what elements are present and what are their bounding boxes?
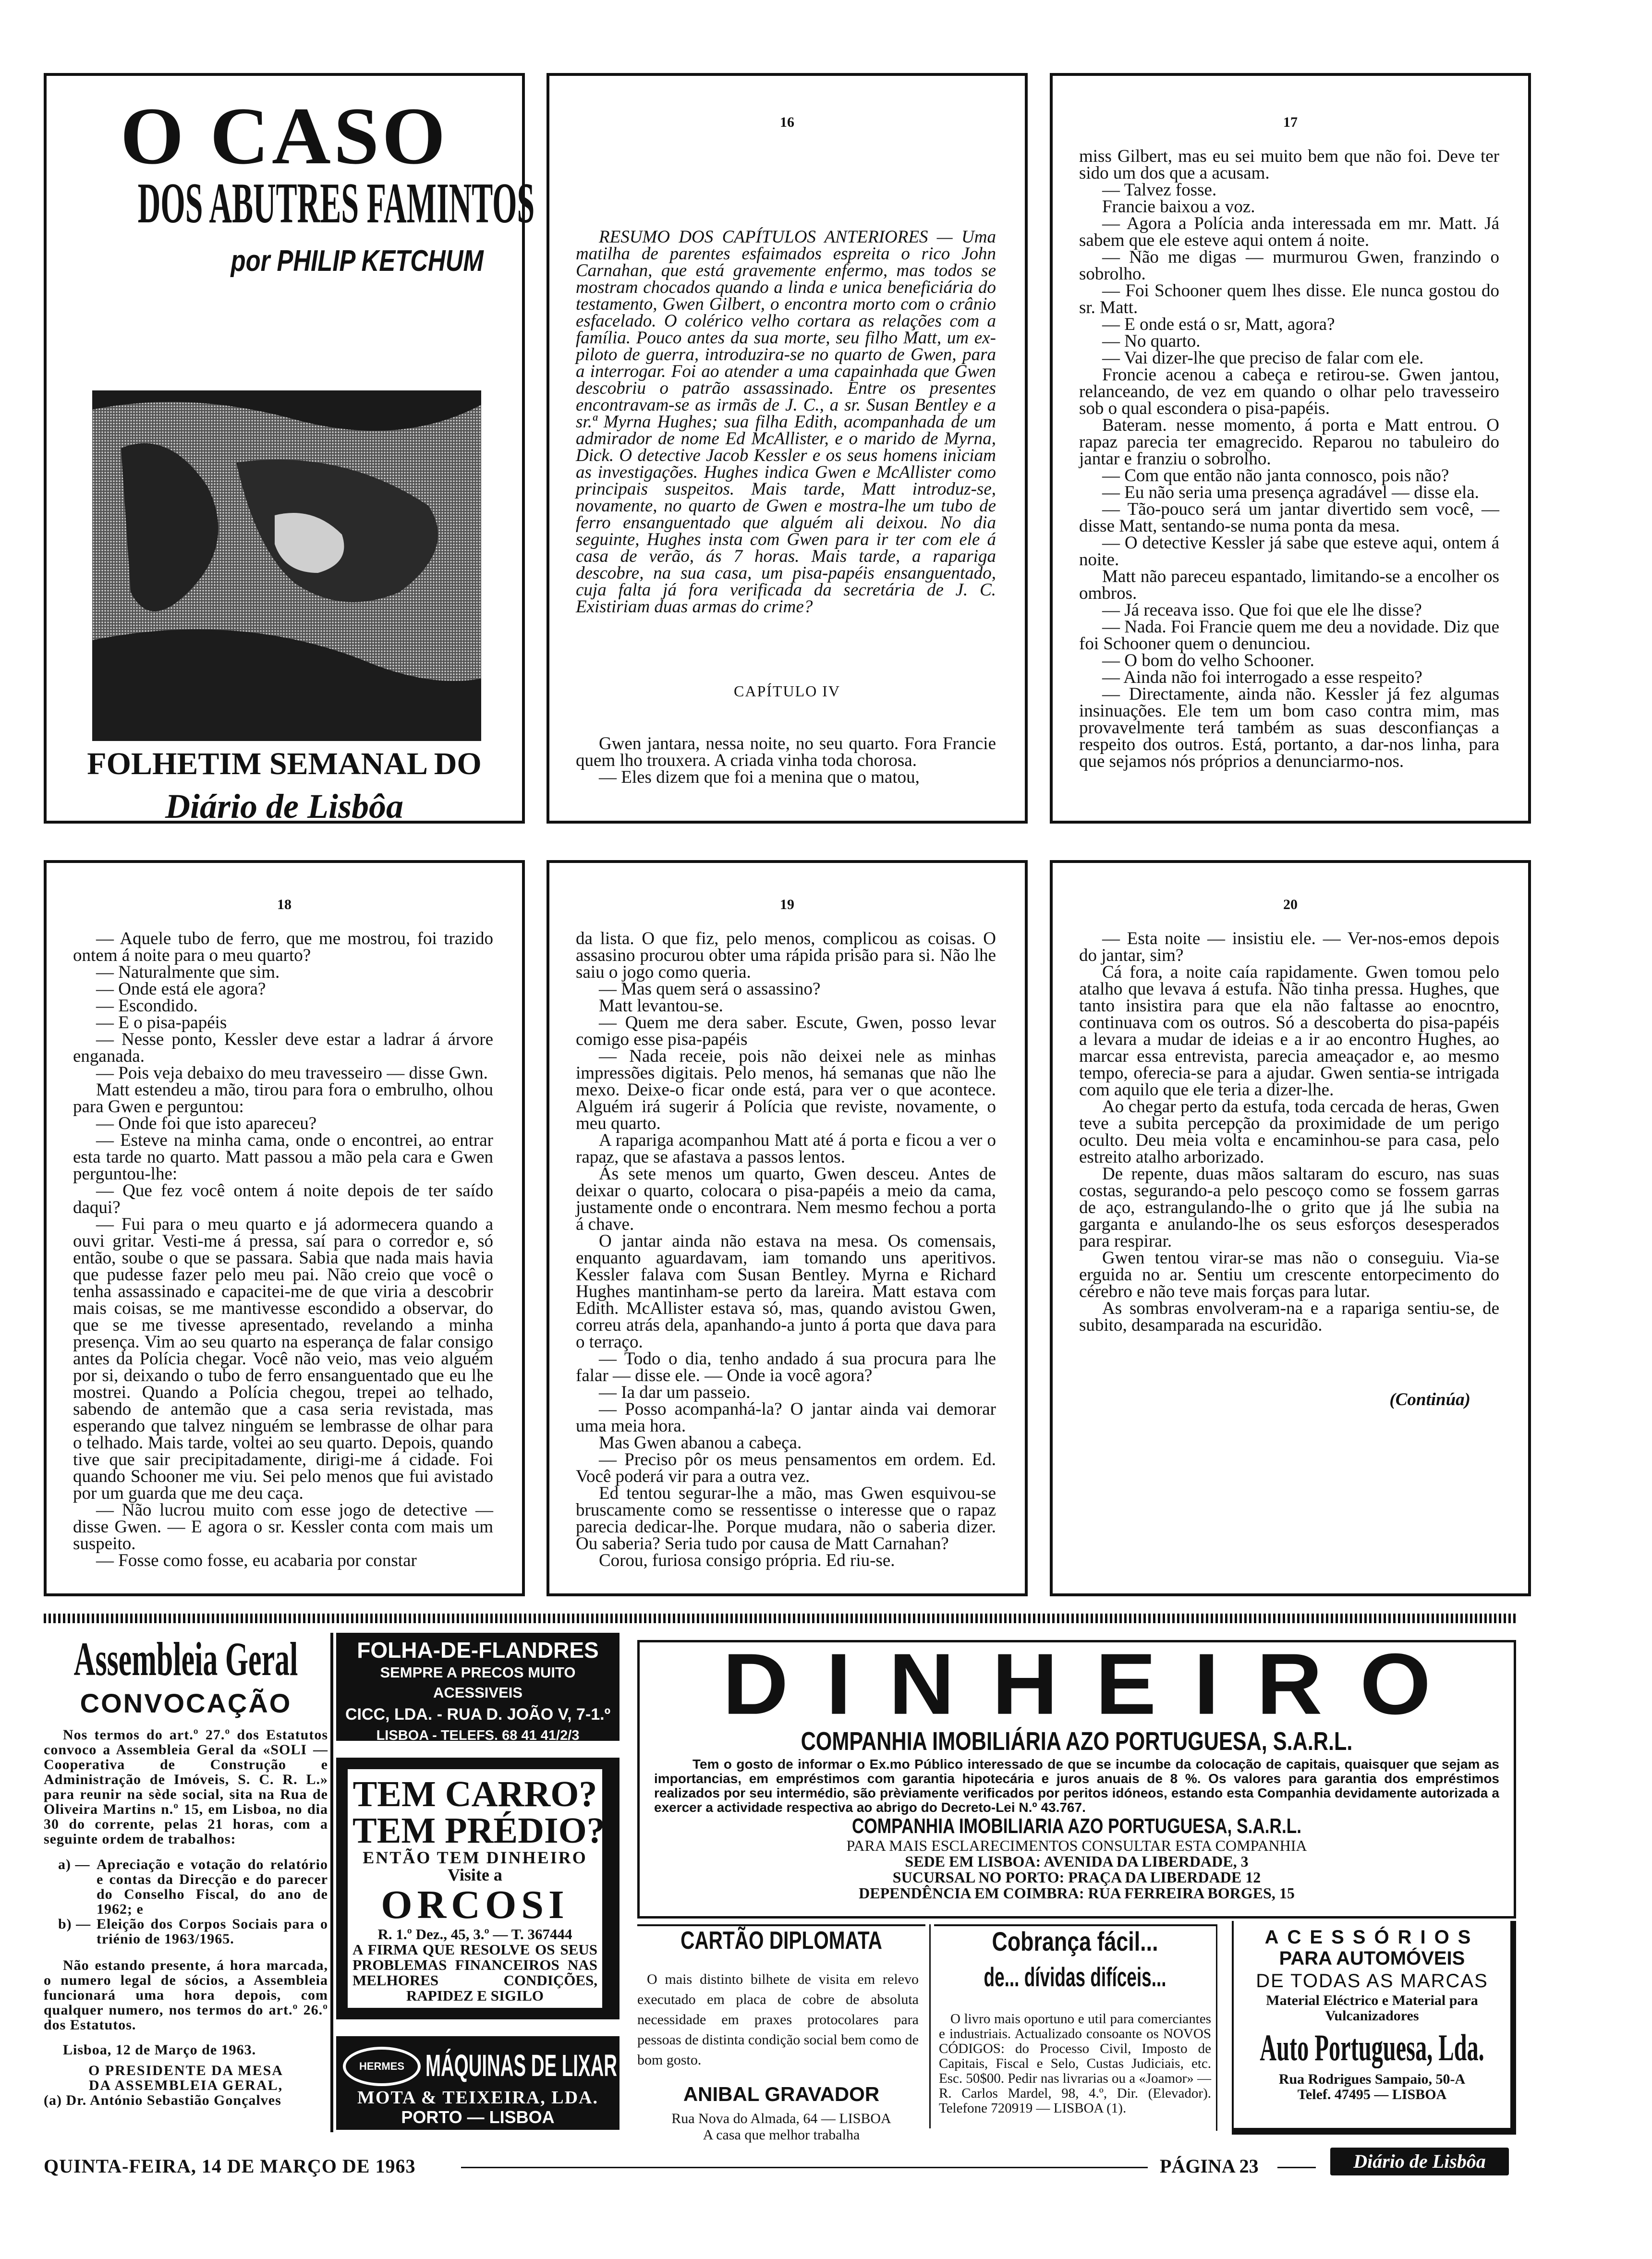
page-18-panel xyxy=(44,860,525,1596)
story-paragraph: — Directamente, ainda não. Kessler já fez algumas insinuações. Ele tem um bom caso contra mim, mas provavelmente terá também as suas desconfianças a respeito dos outros. Está, portanto, a dar-nos linha, para que sejamos nós próprios a denunciarmo-nos. xyxy=(1079,684,1499,771)
story-paragraph: — No quarto. xyxy=(1102,331,1201,351)
contact-line: SEDE EM LISBOA: AVENIDA DA LIBERDADE, 3 xyxy=(905,1853,1249,1870)
story-paragraph: Cá fora, a noite caía rapidamente. Gwen tomou pelo atalho que levava á estufa. Não tinha pressa. Hughes, que tanto insistira para que ela não faltasse ao enocntro, continuava com os outros. Só a descoberta do pisa-papéis a levara a mudar de ideias e a ir ao encontro Hughes, ao marcar essa entrevista, parecia ameaçador e, ao mesmo tempo, oferecia-se para a ajudar. Gwen sentia-se intrigada com aquilo que ele teria a dizer-lhe. xyxy=(1079,962,1499,1100)
company-name-repeat: COMPANHIA IMOBILIARIA AZO PORTUGUESA, S.A.R.L. xyxy=(851,1814,1302,1838)
story-text xyxy=(576,930,996,1569)
page-number: 20 xyxy=(1283,897,1298,912)
paper-name-logo: Diário de Lisbôa xyxy=(165,787,403,826)
story-paragraph: — Naturalmente que sim. xyxy=(96,962,280,982)
agenda-item xyxy=(44,1917,328,1946)
dinheiro-body: Tem o gosto de informar o Ex.mo Público interessado de que se incumbe da colocação de capitais, quaisquer que sejam as importancias, em empréstimos com garantia hipotecária e juros anuais de 8 %. Os valores para garantia dos empréstimos realizados por seu intermédio, são prèviamente verificados por peritos idóneos, estando esta Companhia devidamente autorizada a exercer a actividade respectiva ao abrigo do Decreto-Lei N.º 43.767. xyxy=(654,1757,1499,1815)
continua-label: (Continúa) xyxy=(1389,1390,1470,1409)
ad-line: LISBOA - TELEFS. 68 41 41/2/3 xyxy=(376,1728,580,1743)
acessorios-line-4: Material Eléctrico e Material para Vulcanizadores xyxy=(1266,1992,1478,2024)
story-author: por PHILIP KETCHUM xyxy=(231,244,484,278)
story-paragraph: — Onde está ele agora? xyxy=(96,979,266,999)
story-paragraph: — E onde está o sr, Matt, agora? xyxy=(1102,315,1335,334)
page-20-panel xyxy=(1050,860,1531,1596)
story-title: O CASO xyxy=(120,91,449,181)
cobranca-title-1: Cobrança fácil... xyxy=(992,1926,1158,1956)
story-title-panel xyxy=(44,73,535,826)
story-text xyxy=(1079,148,1499,770)
acessorios-company: Auto Portuguesa, Lda. xyxy=(1260,2027,1484,2068)
engraver-slogan: A casa que melhor trabalha xyxy=(703,2127,860,2143)
story-paragraph: — Mas quem será o assassino? xyxy=(599,979,821,999)
page-17-panel xyxy=(1050,73,1531,824)
acessorios-phone: Telef. 47495 — LISBOA xyxy=(1297,2087,1447,2102)
acessorios-line-2: PARA AUTOMÓVEIS xyxy=(1279,1948,1465,1969)
chapter-summary: RESUMO DOS CAPÍTULOS ANTERIORES — Uma matilha de parentes esfaimados espreita o rico John Carnahan, que está gravemente enfermo, mas todos se mostram chocados quando a linda e unica beneficiária do testamento, Gwen Gilbert, o encontra morto com o crânio esfacelado. O colérico velho cortara as relações com a família. Pouco antes da sua morte, seu filho Matt, um ex-piloto de guerra, introduzira-se no quarto de Gwen, para a interrogar. Foi ao atender a uma capainhada que Gwen descobriu o patrão assassinado. Entre os presentes encontravam-se as irmãs de J. C., a sr. Susan Bentley e a sr.ª Myrna Hughes; sua filha Edith, acompanhada de um admirador de nome Ed McAllister, e o marido de Myrna, Dick. O detective Jacob Kessler e os seus homens iniciam as investigações. Hughes indica Gwen e McAllister como principais suspeitos. Mais tarde, Matt introduz-se, novamente, no quarto de Gwen e mostra-lhe um tubo de ferro ensanguentado que alguém ali deixou. No dia seguinte, Hughes insta com Gwen para ir ter com ele á casa de verão, ás 7 horas. Mais tarde, a rapariga descobre, na sua casa, um pisa-papéis ensanguentado, cuja falta já fora verificada da secretária de J. C. Existiriam duas armas do crime? xyxy=(576,227,996,617)
ad-line: CICC, LDA. - RUA D. JOÃO V, 7-1.º xyxy=(345,1705,611,1724)
engraver-address: Rua Nova do Almada, 64 — LISBOA xyxy=(671,2111,891,2126)
story-paragraph: — Nada receie, pois não deixei nele as minhas impressões digitais. Pelo menos, há semanas que não lhe mexo. Deixe-o ficar onde está, para ver o que acontece. Alguém irá sugerir á Polícia que reviste, novamente, o meu quarto. xyxy=(576,1046,996,1133)
cobranca-title-2: de... dívidas difíceis... xyxy=(984,1962,1166,1992)
notice-intro: Nos termos do art.º 27.º dos Estatutos convoco a Assembleia Geral da «SOLI — Cooperativa de Construção e Administração de Imóveis, S. C. R. L.» para reunir na sède social, sita na Rua de Oliveira Martins n.º 15, em Lisboa, no dia 30 do corrente, pelas 21 horas, com a seguinte ordem de trabalhos: xyxy=(44,1727,328,1847)
orcosi-line-4: Visite a xyxy=(448,1865,502,1884)
notice-date: Lisboa, 12 de Março de 1963. xyxy=(63,2042,256,2058)
story-paragraph: da lista. O que fiz, pelo menos, complicou as coisas. O assasino procurou obter uma rápida prisão para si. Não lhe saiu o jogo como queria. xyxy=(576,929,996,982)
folha-de-flandres-ad xyxy=(336,1633,620,1741)
story-paragraph: Matt estendeu a mão, tirou para fora o embrulho, olhou para Gwen e perguntou: xyxy=(73,1080,493,1117)
orcosi-line-1: TEM CARRO? xyxy=(352,1774,597,1814)
orcosi-name: ORCOSI xyxy=(381,1882,569,1927)
story-paragraph: — Ainda não foi interrogado a esse respeito? xyxy=(1102,668,1422,687)
maquinas-title: MÁQUINAS DE LIXAR xyxy=(425,2048,617,2083)
story-paragraph: — Talvez fosse. xyxy=(1102,180,1217,200)
section-divider xyxy=(44,1614,1516,1623)
footer-page-number: PÁGINA 23 xyxy=(1160,2155,1259,2177)
agenda-label: b) — xyxy=(58,1916,91,1932)
agenda-list xyxy=(44,1857,328,1946)
acessorios-ad xyxy=(1232,1921,1516,2135)
notice-signatory: (a) Dr. António Sebastião Gonçalves xyxy=(44,2092,281,2108)
story-paragraph: miss Gilbert, mas eu sei muito bem que não foi. Deve ter sido um dos que a acusam. xyxy=(1079,146,1499,183)
agenda-item xyxy=(44,1857,328,1917)
story-paragraph: Francie baixou a voz. xyxy=(1102,197,1255,217)
story-paragraph: Ed tentou segurar-lhe a mão, mas Gwen esquivou-se bruscamente como se ressentisse o interesse que o rapaz parecia dedicar-lhe. Porque mudara, não o saberia dizer. Ou saberia? Seria tudo por causa de Matt Carnahan? xyxy=(576,1483,996,1554)
story-paragraph: — Esta noite — insistiu ele. — Ver-nos-emos depois do jantar, sim? xyxy=(1079,929,1499,965)
page-number: 19 xyxy=(780,897,794,912)
contact-line: DEPENDÊNCIA EM COIMBRA: RUA FERREIRA BORGES, 15 xyxy=(859,1884,1295,1902)
story-paragraph: — Não lucrou muito com esse jogo de detective — disse Gwen. — E agora o sr. Kessler conta com mais um suspeito. xyxy=(73,1500,493,1554)
story-paragraph: — Já receava isso. Que foi que ele lhe disse? xyxy=(1102,600,1422,620)
dinheiro-ad xyxy=(637,1636,1516,1919)
story-paragraph: — Escondido. xyxy=(96,996,198,1016)
story-paragraphs xyxy=(1079,930,1499,1334)
story-paragraph: — Eles dizem que foi a menina que o matou, xyxy=(599,767,920,787)
story-paragraph: — Quem me dera saber. Escute, Gwen, posso levar comigo esse pisa-papéis xyxy=(576,1013,996,1049)
story-paragraph: De repente, duas mãos saltaram do escuro, nas suas costas, segurando-a pelo pescoço como se fossem garras de aço, estrangulando-lhe o grito que já lhe subia na garganta e anulando-lhe os seus esforços desesperados para respirar. xyxy=(1079,1164,1499,1251)
page-16-panel xyxy=(547,73,1028,824)
cartao-diplomata-ad xyxy=(637,1924,925,2143)
story-paragraph: — O detective Kessler já sabe que esteve aqui, ontem á noite. xyxy=(1079,533,1499,570)
story-paragraph: — Nada. Foi Francie quem me deu a novidade. Diz que foi Schooner quem o denunciou. xyxy=(1079,617,1499,654)
footer-masthead-logo: Diário de Lisbôa xyxy=(1330,2148,1509,2175)
story-paragraph: — O bom do velho Schooner. xyxy=(1102,651,1314,670)
notice-note: Não estando presente, á hora marcada, o numero legal de sócios, a Assembleia funcionará uma hora depois, com qualquer numero, nos termos do art.º 26.º dos Estatutos. xyxy=(44,1957,328,2033)
page-number: 17 xyxy=(1283,114,1298,130)
page-number: 18 xyxy=(277,897,292,912)
maquinas-de-lixar-ad xyxy=(336,2036,620,2130)
story-paragraph: Bateram. nesse momento, á porta e Matt entrou. O rapaz parecia ter emagrecido. Reparou no tabuleiro do jantar e franziu o sobrolho. xyxy=(1079,415,1499,469)
story-paragraph: — Agora a Polícia anda interessada em mr. Matt. Já sabem que ele esteve aqui ontem á noite. xyxy=(1079,214,1499,250)
story-paragraph: — E o pisa-papéis xyxy=(96,1013,227,1032)
footer-rule xyxy=(1277,2167,1316,2168)
cartao-title: CARTÃO DIPLOMATA xyxy=(680,1927,882,1955)
story-paragraph: Matt não pareceu espantado, limitando-se a encolher os ombros. xyxy=(1079,567,1499,603)
story-paragraph: O jantar ainda não estava na mesa. Os comensais, enquanto aguardavam, iam tomando uns aperitivos. Kessler falava com Susan Bentley. Myrna e Richard Hughes mantinham-se perto da lareira. Matt estava com Edith. McAllister estava só, mas, quando avistou Gwen, correu atrás dela, apanhando-a junto á porta que dava para o terraço. xyxy=(576,1231,996,1352)
acessorios-line-3: DE TODAS AS MARCAS xyxy=(1256,1970,1488,1992)
story-text xyxy=(1079,930,1499,1408)
story-paragraph: — Nesse ponto, Kessler deve estar a ladrar á árvore enganada. xyxy=(73,1030,493,1066)
story-paragraph: — Com que então não janta connosco, pois não? xyxy=(1102,466,1449,486)
story-paragraph: — Tão-pouco será um jantar divertido sem você, — disse Matt, sentando-se numa ponta da mesa. xyxy=(1079,499,1499,536)
notice-signature-title: O PRESIDENTE DA MESA xyxy=(88,2063,283,2078)
story-subtitle: DOS ABUTRES FAMINTOS xyxy=(137,171,535,235)
story-paragraph: — Onde foi que isto apareceu? xyxy=(96,1114,317,1133)
contact-line: SUCURSAL NO PORTO: PRAÇA DA LIBERDADE 12 xyxy=(892,1869,1261,1886)
story-paragraph: Corou, furiosa consigo própria. Ed riu-se. xyxy=(599,1551,895,1570)
story-text xyxy=(576,735,996,786)
orcosi-line-3: ENTÃO TEM DINHEIRO xyxy=(363,1848,587,1867)
story-paragraph: A rapariga acompanhou Matt até á porta e ficou a ver o rapaz, que se afastava a passos lentos. xyxy=(576,1130,996,1167)
acessorios-line-1: ACESSÓRIOS xyxy=(1264,1927,1480,1948)
story-paragraph: — Aquele tubo de ferro, que me mostrou, foi trazido ontem á noite para o meu quarto? xyxy=(73,929,493,965)
ad-line: FOLHA-DE-FLANDRES xyxy=(357,1638,599,1663)
assembleia-geral-notice xyxy=(44,1633,328,2132)
notice-signature-title-2: DA ASSEMBLEIA GERAL, xyxy=(88,2077,283,2093)
orcosi-address: R. 1.º Dez., 45, 3.º — T. 367444 xyxy=(377,1926,572,1943)
agenda-text: Apreciação e votação do relatório e contas da Direcção e do parecer do Conselho Fiscal, do ano de 1962; e xyxy=(97,1857,328,1917)
page-19-panel xyxy=(547,860,1028,1596)
story-paragraph: — Que fez você ontem á noite depois de ter saído daqui? xyxy=(73,1181,493,1217)
notice-subtitle: CONVOCAÇÃO xyxy=(80,1688,292,1718)
story-paragraph: — Esteve na minha cama, onde o encontrei, ao entrar esta tarde no quarto. Matt passou a mão pela cara e Gwen perguntou-lhe: xyxy=(73,1130,493,1184)
orcosi-line-2: TEM PRÉDIO? xyxy=(352,1810,605,1851)
page-number: 16 xyxy=(780,114,794,130)
cobranca-body: O livro mais oportuno e util para comerciantes e industriais. Actualizado consoante os NOVOS CÓDIGOS: do Processo Civil, Imposto de Capitais, Fiscal e Selo, Custas Judiciais, etc. Esc. 50$00. Pedir nas livrarias ou a «Joamor» — R. Carlos Mardel, 98, 4.º, Dir. (Elevador). Telefone 720919 — LISBOA (1). xyxy=(939,2011,1212,2116)
notice-title: Assembleia Geral xyxy=(73,1632,298,1686)
story-paragraph: — Não me digas — murmurou Gwen, franzindo o sobrolho. xyxy=(1079,247,1499,284)
story-paragraph: — Posso acompanhá-la? O jantar ainda vai demorar uma meia hora. xyxy=(576,1399,996,1436)
story-text xyxy=(73,930,493,1569)
cartao-body: O mais distinto bilhete de visita em relevo executado em placa de cobre de absoluta necessidade em praxes protocolares para pessoas de distinta condição social bem como de bom gosto. xyxy=(637,1971,919,2068)
story-paragraph: — Ia dar um passeio. xyxy=(599,1383,751,1402)
hermes-logo: HERMES xyxy=(343,2047,421,2086)
contact-line: PARA MAIS ESCLARECIMENTOS CONSULTAR ESTA COMPANHIA xyxy=(846,1837,1307,1854)
story-paragraph: — Fosse como fosse, eu acabaria por constar xyxy=(96,1551,417,1570)
engraver-name: ANIBAL GRAVADOR xyxy=(683,2083,880,2105)
story-paragraph: Ao chegar perto da estufa, toda cercada de heras, Gwen teve a subita percepção da proximidade de um perigo oculto. Deu meia volta e encaminhou-se para casa, pelo estreito atalho arborizado. xyxy=(1079,1097,1499,1167)
maquinas-cities: PORTO — LISBOA xyxy=(401,2107,555,2127)
folhetim-label: FOLHETIM SEMANAL DO xyxy=(87,746,482,781)
company-name: COMPANHIA IMOBILIÁRIA AZO PORTUGUESA, S.A.R.L. xyxy=(801,1727,1353,1756)
footer-date: QUINTA-FEIRA, 14 DE MARÇO DE 1963 xyxy=(44,2155,416,2177)
story-paragraph: Mas Gwen abanou a cabeça. xyxy=(599,1433,802,1453)
story-paragraph: Gwen tentou virar-se mas não o conseguiu. Via-se erguida no ar. Sentiu um crescente entorpecimento do cérebro e não teve mais forças para lutar. xyxy=(1079,1248,1499,1301)
ad-line: SEMPRE A PRECOS MUITO ACESSIVEIS xyxy=(380,1664,576,1701)
story-paragraph: — Todo o dia, tenho andado á sua procura para lhe falar — disse ele. — Onde ia você agora? xyxy=(576,1349,996,1385)
story-illustration xyxy=(92,390,481,741)
story-paragraph: — Vai dizer-lhe que preciso de falar com ele. xyxy=(1102,348,1424,368)
story-paragraph: Gwen jantara, nessa noite, no seu quarto. Fora Francie quem lho trouxera. A criada vinha toda chorosa. xyxy=(576,734,996,770)
dinheiro-headline: DINHEIRO xyxy=(722,1636,1469,1733)
story-paragraph: Froncie acenou a cabeça e retirou-se. Gwen jantou, relanceando, de vez em quando o olhar pelo travesseiro sob o qual escondera o pisa-papéis. xyxy=(1079,365,1499,418)
agenda-label: a) — xyxy=(58,1857,90,1872)
orcosi-ad xyxy=(336,1758,620,2019)
maquinas-company: MOTA & TEIXEIRA, LDA. xyxy=(357,2088,598,2108)
story-paragraph: As sombras envolveram-na e a rapariga sentiu-se, de subito, desamparada na escuridão. xyxy=(1079,1299,1499,1335)
story-paragraph: — Preciso pôr os meus pensamentos em ordem. Ed. Você poderá vir para a outra vez. xyxy=(576,1450,996,1486)
footer-rule xyxy=(461,2167,1148,2168)
story-paragraph: — Fui para o meu quarto e já adormecera quando a ouvi gritar. Vesti-me á pressa, saí para o corredor e, só então, soube o que se passara. Sabia que nada mais havia que pudesse fazer pelo meu pai. Não creio que você o tenha assassinado e capacitei-me de que viria a descobrir mais coisas, se me mantivesse escondido a observar, do que se me tivesse apresentado, revelando a minha presença. Vim ao seu quarto na esperança de falar consigo antes da Polícia chegar. Você não veio, mas veio alguém por si, deixando o tubo de ferro ensanguentado que eu lhe mostrei. Quando a Polícia chegou, trepei ao telhado, sabendo de antemão que a casa seria revistada, mas esperando que talvez ninguém se lembrasse de olhar para o telhado. Mais tarde, voltei ao seu quarto. Depois, quando tive que sair precipitadamente, dirigi-me á cidade. Foi quando Schooner me viu. Sei pelo menos que fui avistado por um guarda que me deu caça. xyxy=(73,1215,493,1503)
column-rule xyxy=(330,1633,333,2132)
cobranca-ad xyxy=(934,1924,1217,2131)
chapter-heading: CAPÍTULO IV xyxy=(734,682,840,700)
agenda-text: Eleição dos Corpos Sociais para o triénio de 1963/1965. xyxy=(97,1916,328,1947)
story-paragraph: Matt levantou-se. xyxy=(599,996,723,1016)
story-paragraph: — Eu não seria uma presença agradável — disse ela. xyxy=(1102,483,1479,502)
story-paragraph: — Pois veja debaixo do meu travesseiro — disse Gwn. xyxy=(96,1063,488,1083)
orcosi-body: A FIRMA QUE RESOLVE OS SEUS PROBLEMAS FINANCEIROS NAS MELHORES CONDIÇÕES, RAPIDEZ E SIGILO xyxy=(352,1941,597,2004)
acessorios-address: Rua Rodrigues Sampaio, 50-A xyxy=(1278,2071,1466,2087)
story-paragraph: — Foi Schooner quem lhes disse. Ele nunca gostou do sr. Matt. xyxy=(1079,281,1499,317)
story-paragraph: Ás sete menos um quarto, Gwen desceu. Antes de deixar o quarto, colocara o pisa-papéis a meio da cama, justamente onde o encontrara. Nem mesmo fechou a porta á chave. xyxy=(576,1164,996,1234)
